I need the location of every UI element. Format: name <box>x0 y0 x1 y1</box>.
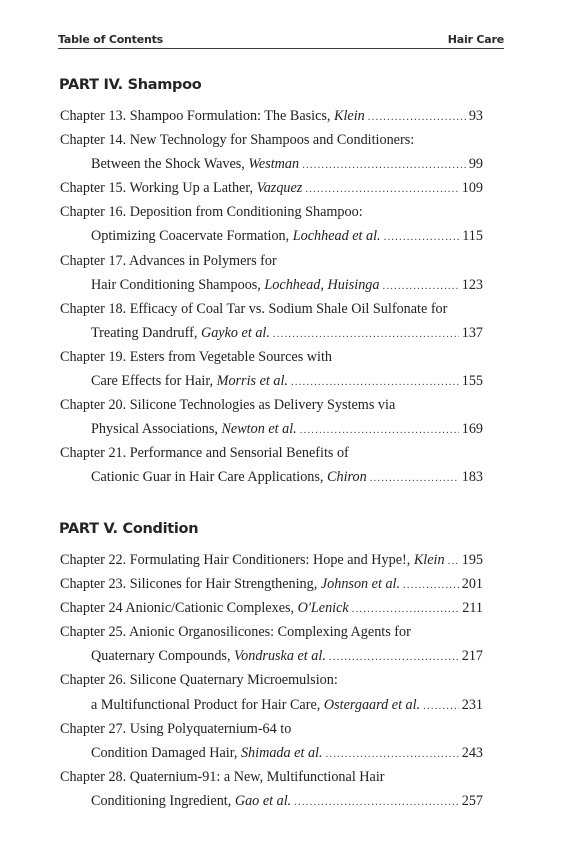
page-number: 99 <box>468 156 483 173</box>
chapter-title-text: Between the Shock Waves, <box>91 156 249 173</box>
chapter-author: Gao et al. <box>234 792 292 809</box>
chapter-title-text: Chapter 15. Working Up a Lather, <box>60 180 257 197</box>
chapter-title <box>60 104 365 128</box>
dot-leader <box>294 790 459 814</box>
chapter-entry-continuation <box>60 321 483 345</box>
chapter-title-text: Chapter 24 Anionic/Cationic Complexes, <box>60 600 298 617</box>
chapter-title <box>60 596 349 620</box>
chapter-entry <box>60 297 483 321</box>
part-iv-title: PART IV. Shampoo <box>59 77 202 93</box>
chapter-title-text: a Multifunctional Product for Hair Care, <box>91 696 324 713</box>
chapter-entry-continuation <box>60 273 483 297</box>
chapter-entry <box>60 345 483 369</box>
chapter-title <box>60 548 445 572</box>
chapter-title <box>60 128 414 152</box>
chapter-title-text: Condition Damaged Hair, <box>91 744 241 761</box>
dot-leader <box>273 322 459 346</box>
chapter-entry <box>60 668 483 692</box>
chapter-entry <box>60 765 483 789</box>
dot-leader <box>329 645 459 669</box>
chapter-entry-continuation <box>60 693 483 717</box>
page-number: 257 <box>461 792 483 809</box>
chapter-entry-continuation <box>60 789 483 813</box>
chapter-title <box>91 465 367 489</box>
chapter-entry-continuation <box>60 152 483 176</box>
chapter-title-text: Chapter 25. Anionic Organosilicones: Complexing Agents for <box>60 624 411 641</box>
page-number: 93 <box>468 108 483 124</box>
chapter-title <box>60 668 338 692</box>
chapter-entry <box>60 393 483 417</box>
chapter-title-text: Cationic Guar in Hair Care Applications, <box>91 469 328 486</box>
chapter-author: Vazquez <box>256 180 303 197</box>
chapter-title <box>91 273 379 297</box>
page-number: 123 <box>461 276 483 293</box>
chapter-title <box>91 789 291 813</box>
chapter-title-text: Chapter 20. Silicone Technologies as Delivery Systems via <box>60 397 396 414</box>
chapter-author: Newton et al. <box>221 421 297 438</box>
chapter-entry <box>60 596 483 620</box>
chapter-title <box>91 152 299 176</box>
dot-leader <box>423 694 459 718</box>
chapter-title <box>60 345 332 369</box>
page-number: 201 <box>461 576 483 593</box>
chapter-title-text: Chapter 22. Formulating Hair Conditioners: Hope and Hype!, <box>60 552 414 568</box>
chapter-title-text: Chapter 23. Silicones for Hair Strengthening, <box>60 576 321 593</box>
chapter-title-text: Chapter 14. New Technology for Shampoos and Conditioners: <box>60 132 415 149</box>
page-number: 109 <box>461 180 483 197</box>
chapter-title-text: Conditioning Ingredient, <box>91 792 235 809</box>
running-header <box>58 31 504 49</box>
dot-leader <box>384 225 460 249</box>
dot-leader <box>291 370 459 394</box>
dot-leader <box>305 177 458 201</box>
chapter-title-text: Physical Associations, <box>91 421 222 438</box>
chapter-author: Lochhead et al. <box>292 228 381 245</box>
chapter-title <box>60 249 277 273</box>
page-number: 169 <box>461 421 483 438</box>
page-number: 243 <box>461 744 483 761</box>
page-number: 183 <box>461 469 483 486</box>
chapter-entry <box>60 176 483 200</box>
chapter-entry <box>60 548 483 572</box>
dot-leader <box>382 274 458 298</box>
chapter-entry-continuation <box>60 417 483 441</box>
chapter-title <box>91 693 420 717</box>
chapter-title <box>60 441 349 465</box>
chapter-title <box>60 765 385 789</box>
part-v-chapter-list <box>60 548 483 813</box>
chapter-entry <box>60 128 483 152</box>
chapter-entry <box>60 104 483 128</box>
page-number: 217 <box>461 648 483 665</box>
chapter-title-text: Hair Conditioning Shampoos, <box>91 276 265 293</box>
part-v-title: PART V. Condition <box>59 521 199 537</box>
chapter-title-text: Optimizing Coacervate Formation, <box>91 228 293 245</box>
dot-leader <box>352 597 460 621</box>
page-number: 211 <box>462 600 483 617</box>
dot-leader <box>370 466 459 490</box>
chapter-author: Lochhead, Huisinga <box>264 276 380 293</box>
chapter-author: Westman <box>248 156 300 173</box>
dot-leader <box>326 742 459 766</box>
chapter-title <box>60 297 447 321</box>
chapter-entry <box>60 441 483 465</box>
chapter-title-text: Chapter 17. Advances in Polymers for <box>60 252 277 269</box>
chapter-entry-continuation <box>60 644 483 668</box>
chapter-title <box>60 620 411 644</box>
chapter-title <box>91 224 381 248</box>
dot-leader <box>300 418 459 442</box>
chapter-entry <box>60 200 483 224</box>
chapter-title <box>91 741 323 765</box>
dot-leader <box>403 573 459 597</box>
chapter-author: Klein <box>413 552 445 568</box>
chapter-author: Johnson et al. <box>320 576 401 593</box>
chapter-title <box>91 321 270 345</box>
chapter-author: Ostergaard et al. <box>323 696 421 713</box>
chapter-entry <box>60 620 483 644</box>
chapter-title-text: Chapter 27. Using Polyquaternium-64 to <box>60 720 292 737</box>
header-book-title: Hair Care <box>447 33 504 46</box>
chapter-entry-continuation <box>60 465 483 489</box>
chapter-title <box>60 572 400 596</box>
page-number: 137 <box>461 324 483 341</box>
chapter-entry <box>60 572 483 596</box>
page-number: 115 <box>462 228 483 245</box>
chapter-title-text: Treating Dandruff, <box>91 324 201 341</box>
chapter-title <box>60 176 302 200</box>
chapter-title-text: Care Effects for Hair, <box>91 373 217 390</box>
chapter-title-text: Chapter 28. Quaternium-91: a New, Multifunctional Hair <box>60 768 385 785</box>
dot-leader <box>302 153 466 177</box>
chapter-entry <box>60 249 483 273</box>
part-iv-chapter-list <box>60 104 483 490</box>
chapter-entry-continuation <box>60 224 483 248</box>
dot-leader <box>368 105 466 129</box>
chapter-title-text: Chapter 26. Silicone Quaternary Microemulsion: <box>60 672 338 689</box>
page-number: 231 <box>461 696 483 713</box>
chapter-title-text: Chapter 18. Efficacy of Coal Tar vs. Sodium Shale Oil Sulfonate for <box>60 300 448 317</box>
page-number: 155 <box>461 373 483 390</box>
chapter-author: Klein <box>334 108 365 124</box>
chapter-title <box>60 393 395 417</box>
page-number: 195 <box>461 552 483 568</box>
chapter-entry-continuation <box>60 741 483 765</box>
header-section-title: Table of Contents <box>58 33 164 46</box>
chapter-author: Vondruska et al. <box>234 648 326 665</box>
chapter-title <box>91 644 326 668</box>
chapter-entry <box>60 717 483 741</box>
chapter-title-text: Chapter 21. Performance and Sensorial Benefits of <box>60 445 349 462</box>
chapter-author: Morris et al. <box>216 373 288 390</box>
chapter-title <box>60 200 363 224</box>
dot-leader <box>448 549 459 573</box>
chapter-title <box>91 417 297 441</box>
chapter-title-text: Chapter 19. Esters from Vegetable Sources with <box>60 348 332 365</box>
chapter-author: Shimada et al. <box>240 744 323 761</box>
chapter-author: Gayko et al. <box>200 324 270 341</box>
chapter-title-text: Quaternary Compounds, <box>91 648 235 665</box>
chapter-title-text: Chapter 13. Shampoo Formulation: The Basics, <box>60 108 335 124</box>
chapter-title <box>91 369 288 393</box>
chapter-author: Chiron <box>327 469 367 486</box>
chapter-author: O'Lenick <box>297 600 349 617</box>
chapter-title <box>60 717 291 741</box>
chapter-entry-continuation <box>60 369 483 393</box>
chapter-title-text: Chapter 16. Deposition from Conditioning Shampoo: <box>60 204 363 221</box>
